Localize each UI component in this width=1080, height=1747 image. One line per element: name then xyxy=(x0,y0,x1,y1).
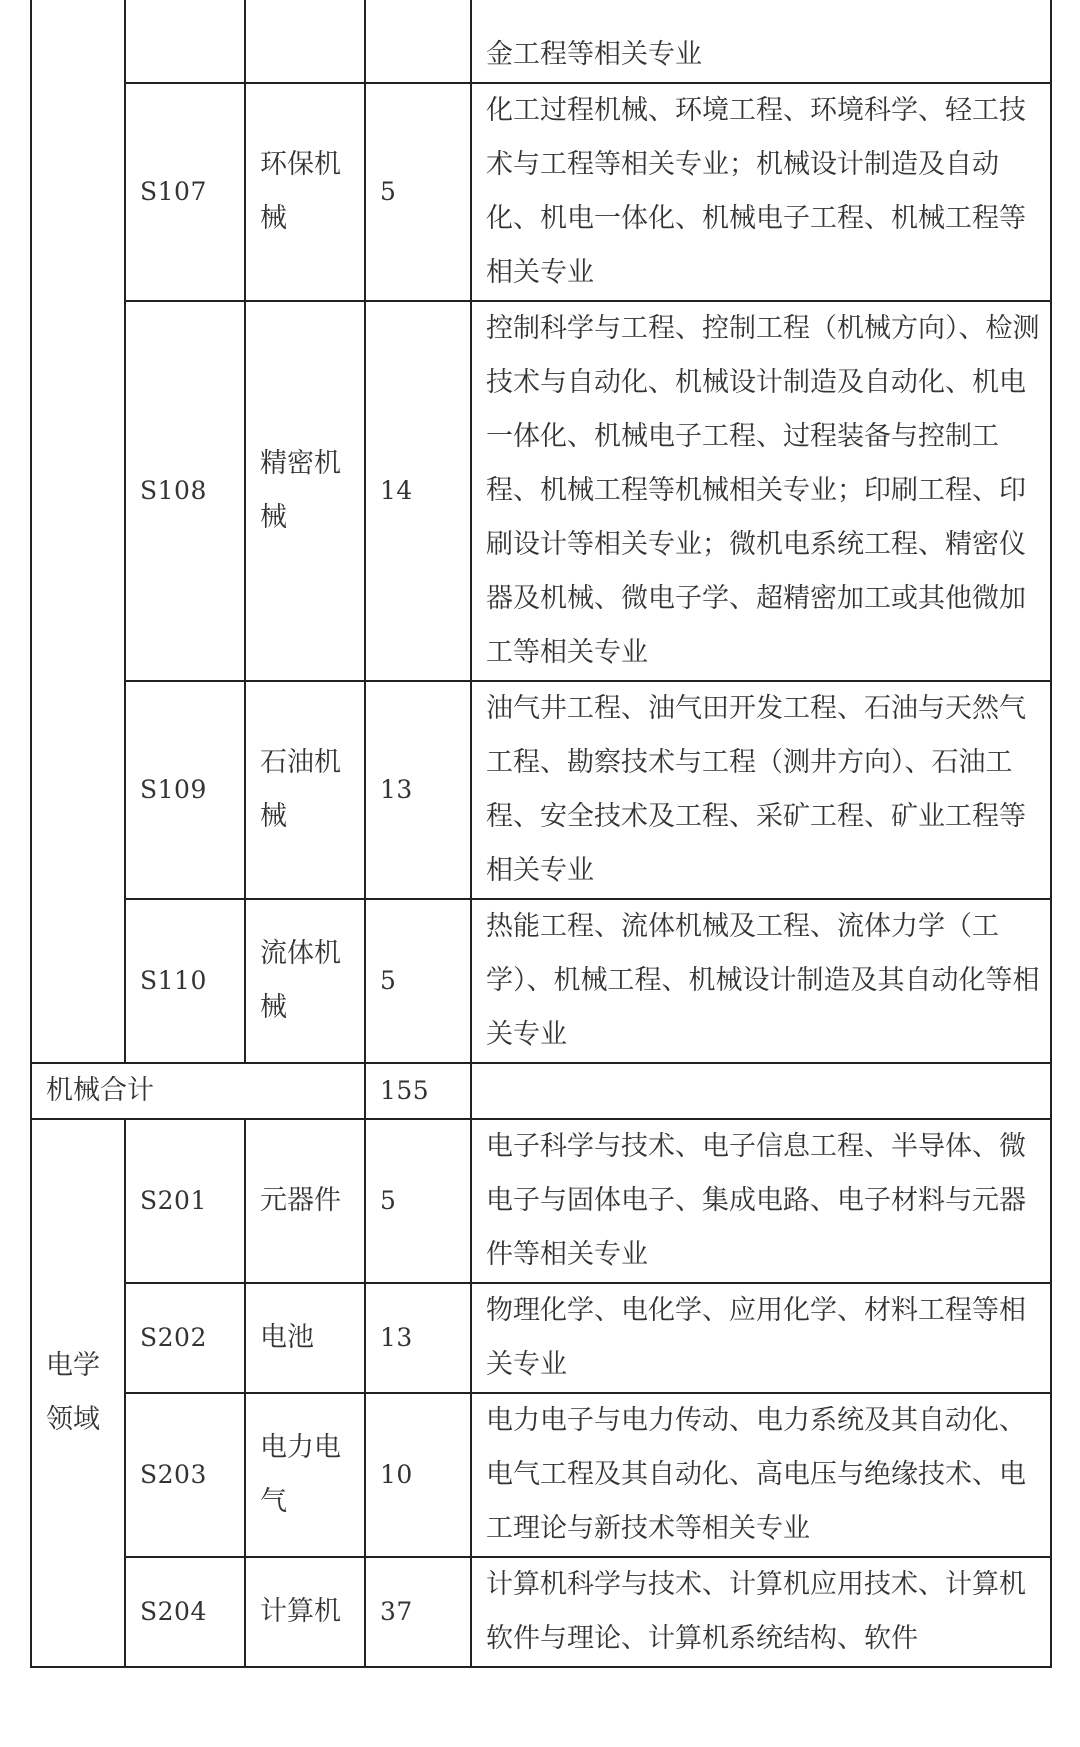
name-cell: 元器件 xyxy=(245,1119,365,1283)
majors-cell: 油气井工程、油气田开发工程、石油与天然气工程、勘察技术与工程（测井方向）、石油工程、安全技术及工程、采矿工程、矿业工程等相关专业 xyxy=(471,681,1051,899)
code-cell: S201 xyxy=(125,1119,245,1283)
code-cell: S202 xyxy=(125,1283,245,1393)
table-row xyxy=(31,1557,1051,1667)
count-cell: 5 xyxy=(365,83,471,301)
majors-cell: 电子科学与技术、电子信息工程、半导体、微电子与固体电子、集成电路、电子材料与元器件等相关专业 xyxy=(471,1119,1051,1283)
majors-cell: 电力电子与电力传动、电力系统及其自动化、电气工程及其自动化、高电压与绝缘技术、电工理论与新技术等相关专业 xyxy=(471,1393,1051,1557)
total-row xyxy=(31,1063,1051,1119)
code-cell: S109 xyxy=(125,681,245,899)
domain-cell-electrical: 电学领域 xyxy=(31,1119,125,1667)
code-cell xyxy=(125,0,245,83)
name-cell: 精密机械 xyxy=(245,301,365,681)
count-cell: 5 xyxy=(365,1119,471,1283)
code-cell: S204 xyxy=(125,1557,245,1667)
name-cell xyxy=(245,0,365,83)
total-value: 155 xyxy=(365,1063,471,1119)
total-label: 机械合计 xyxy=(31,1063,365,1119)
positions-table xyxy=(30,0,1052,1668)
table-row xyxy=(31,681,1051,899)
table-row xyxy=(31,301,1051,681)
total-majors-empty xyxy=(471,1063,1051,1119)
table-row xyxy=(31,899,1051,1063)
count-cell: 14 xyxy=(365,301,471,681)
count-cell: 37 xyxy=(365,1557,471,1667)
table-row xyxy=(31,1393,1051,1557)
table-row xyxy=(31,1283,1051,1393)
majors-cell: 控制科学与工程、控制工程（机械方向）、检测技术与自动化、机械设计制造及自动化、机电一体化、机械电子工程、过程装备与控制工程、机械工程等机械相关专业；印刷工程、印刷设计等相关专业；微机电系统工程、精密仪器及机械、微电子学、超精密加工或其他微加工等相关专业 xyxy=(471,301,1051,681)
majors-cell: 热能工程、流体机械及工程、流体力学（工学）、机械工程、机械设计制造及其自动化等相关专业 xyxy=(471,899,1051,1063)
name-cell: 流体机械 xyxy=(245,899,365,1063)
count-cell: 13 xyxy=(365,1283,471,1393)
majors-cell: 计算机科学与技术、计算机应用技术、计算机软件与理论、计算机系统结构、软件 xyxy=(471,1557,1051,1667)
majors-cell: 化工过程机械、环境工程、环境科学、轻工技术与工程等相关专业；机械设计制造及自动化、机电一体化、机械电子工程、机械工程等相关专业 xyxy=(471,83,1051,301)
majors-cell: 物理化学、电化学、应用化学、材料工程等相关专业 xyxy=(471,1283,1051,1393)
name-cell: 电力电气 xyxy=(245,1393,365,1557)
count-cell: 10 xyxy=(365,1393,471,1557)
table-row xyxy=(31,0,1051,83)
code-cell: S108 xyxy=(125,301,245,681)
table-row xyxy=(31,1119,1051,1283)
count-cell: 5 xyxy=(365,899,471,1063)
code-cell: S110 xyxy=(125,899,245,1063)
name-cell: 计算机 xyxy=(245,1557,365,1667)
count-cell: 13 xyxy=(365,681,471,899)
name-cell: 石油机械 xyxy=(245,681,365,899)
majors-cell: 金工程等相关专业 xyxy=(471,0,1051,83)
name-cell: 电池 xyxy=(245,1283,365,1393)
code-cell: S203 xyxy=(125,1393,245,1557)
domain-cell-mechanical xyxy=(31,0,125,1063)
recruitment-table-page xyxy=(30,0,1050,1668)
count-cell xyxy=(365,0,471,83)
name-cell: 环保机械 xyxy=(245,83,365,301)
code-cell: S107 xyxy=(125,83,245,301)
table-row xyxy=(31,83,1051,301)
